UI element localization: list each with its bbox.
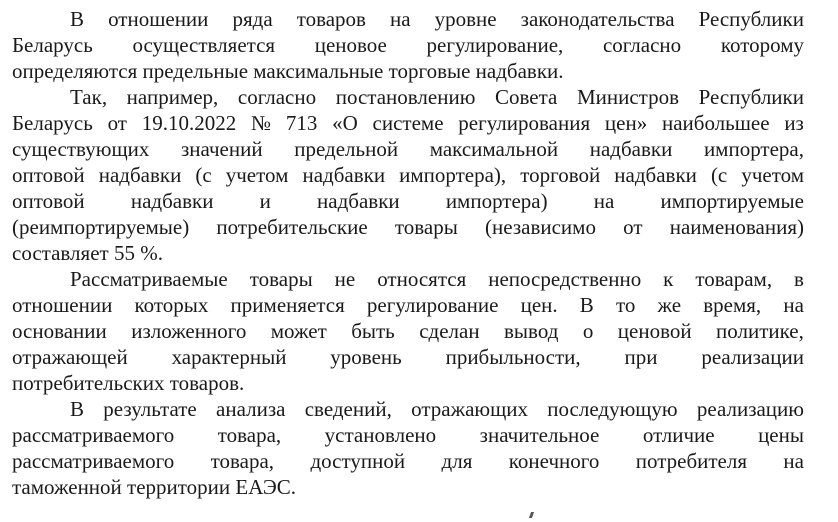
word: регулирования bbox=[458, 111, 591, 135]
word: к bbox=[663, 267, 674, 291]
word: может bbox=[270, 319, 327, 343]
word: импортируемые bbox=[660, 189, 804, 213]
word: быть bbox=[351, 319, 395, 343]
text-line bbox=[12, 422, 804, 448]
word: согласно bbox=[602, 33, 682, 57]
word: предельной bbox=[294, 137, 399, 161]
word: надбавки bbox=[130, 189, 214, 213]
paragraph-4 bbox=[12, 396, 804, 500]
word: товары bbox=[394, 215, 458, 239]
word: импортера, bbox=[703, 137, 804, 161]
word: реализацию bbox=[696, 397, 804, 421]
word: же bbox=[657, 293, 682, 317]
word: законодательства bbox=[520, 7, 675, 31]
word: сведений, bbox=[304, 397, 392, 421]
text-line: потребительских товаров. bbox=[12, 371, 245, 395]
word: уровне bbox=[434, 7, 497, 31]
word: отражающих bbox=[411, 397, 529, 421]
word: отношении bbox=[12, 293, 113, 317]
word: согласно bbox=[237, 85, 317, 109]
word: потребителя bbox=[635, 449, 748, 473]
word: реализации bbox=[701, 345, 804, 369]
text-line: таможенной территории ЕАЭС. bbox=[12, 475, 296, 499]
paragraph-3 bbox=[12, 266, 804, 396]
paragraph-2 bbox=[12, 84, 804, 266]
word: ценовой bbox=[617, 319, 692, 343]
word: применяется bbox=[230, 293, 345, 317]
word: значительное bbox=[479, 423, 600, 447]
word: № bbox=[251, 111, 272, 135]
word: В bbox=[579, 293, 594, 317]
word: в bbox=[794, 267, 804, 291]
word: и bbox=[259, 189, 271, 213]
word: характерный bbox=[171, 345, 287, 369]
word: товары bbox=[249, 267, 313, 291]
word: вывод bbox=[504, 319, 559, 343]
text-line bbox=[12, 396, 804, 422]
word: системе bbox=[372, 111, 444, 135]
word: Республики bbox=[698, 85, 804, 109]
text-line: определяются предельные максимальные торговые надбавки. bbox=[12, 59, 564, 83]
word: например, bbox=[126, 85, 219, 109]
text-line: составляет 55 %. bbox=[12, 241, 163, 265]
text-line bbox=[12, 84, 804, 110]
text-line bbox=[12, 292, 804, 318]
word: (с bbox=[710, 163, 728, 187]
word: 713 bbox=[285, 111, 318, 135]
word: товаров bbox=[296, 7, 366, 31]
word: товара, bbox=[217, 423, 282, 447]
word: постановлению bbox=[335, 85, 476, 109]
word: учетом bbox=[225, 163, 289, 187]
word: от bbox=[623, 215, 643, 239]
word: которому bbox=[720, 33, 804, 57]
word: наибольшее bbox=[661, 111, 770, 135]
text-line bbox=[12, 266, 804, 292]
word: которых bbox=[134, 293, 209, 317]
word: последующую bbox=[547, 397, 678, 421]
text-line bbox=[12, 6, 804, 32]
word: В bbox=[70, 7, 85, 31]
word: на bbox=[783, 293, 804, 317]
word: прибыльности, bbox=[445, 345, 581, 369]
scan-mark bbox=[529, 512, 534, 518]
word: (реимпортируемые) bbox=[12, 215, 190, 239]
word: цены bbox=[758, 423, 804, 447]
word: оптовой bbox=[12, 189, 85, 213]
word: торговой bbox=[520, 163, 601, 187]
word: цен. bbox=[520, 293, 558, 317]
word: надбавки bbox=[614, 163, 697, 187]
word: ценовое bbox=[314, 33, 387, 57]
text-line bbox=[12, 344, 804, 370]
word: уровень bbox=[330, 345, 402, 369]
word: анализа bbox=[216, 397, 286, 421]
word: 19.10.2022 bbox=[141, 111, 237, 135]
word: надбавки bbox=[589, 137, 673, 161]
word: надбавки bbox=[302, 163, 386, 187]
word: потребительские bbox=[216, 215, 368, 239]
word: не bbox=[334, 267, 356, 291]
word: конечного bbox=[508, 449, 600, 473]
word: время, bbox=[703, 293, 762, 317]
paragraph-1 bbox=[12, 6, 804, 84]
word: (с bbox=[195, 163, 212, 187]
word: на bbox=[783, 449, 804, 473]
word: Так, bbox=[70, 85, 108, 109]
word: регулирование bbox=[366, 293, 499, 317]
word: отличие bbox=[642, 423, 715, 447]
text-line bbox=[12, 188, 804, 214]
word: Беларусь bbox=[12, 111, 93, 135]
word: рассматриваемого bbox=[12, 449, 175, 473]
word: В bbox=[70, 397, 85, 421]
text-line bbox=[12, 110, 804, 136]
text-line bbox=[12, 214, 804, 240]
word: товарам, bbox=[695, 267, 773, 291]
word: основании bbox=[12, 319, 107, 343]
word: наименования) bbox=[669, 215, 804, 239]
word: максимальной bbox=[429, 137, 559, 161]
word: от bbox=[107, 111, 127, 135]
word: импортера), bbox=[399, 163, 507, 187]
word: установлено bbox=[324, 423, 437, 447]
word: рассматриваемого bbox=[12, 423, 175, 447]
word: изложенного bbox=[131, 319, 247, 343]
text-line bbox=[12, 136, 804, 162]
word: товара, bbox=[210, 449, 275, 473]
word: надбавки bbox=[317, 189, 400, 213]
word: существующих bbox=[12, 137, 150, 161]
word: Совета bbox=[495, 85, 558, 109]
word: Беларусь bbox=[12, 33, 93, 57]
word: надбавки bbox=[98, 163, 182, 187]
word: Рассматриваемые bbox=[70, 267, 228, 291]
word: «О bbox=[332, 111, 358, 135]
word: Министров bbox=[576, 85, 680, 109]
word: на bbox=[593, 189, 615, 213]
word: непосредственно bbox=[488, 267, 642, 291]
word: результате bbox=[103, 397, 197, 421]
word: сделан bbox=[419, 319, 480, 343]
word: осуществляется bbox=[132, 33, 276, 57]
document-page bbox=[12, 6, 804, 500]
word: политике, bbox=[716, 319, 804, 343]
text-line bbox=[12, 32, 804, 58]
text-line bbox=[12, 162, 804, 188]
word: то bbox=[615, 293, 636, 317]
word: импортера) bbox=[445, 189, 548, 213]
word: цен» bbox=[604, 111, 648, 135]
word: отражающей bbox=[12, 345, 128, 369]
word: для bbox=[441, 449, 473, 473]
word: доступной bbox=[310, 449, 406, 473]
word: регулирование, bbox=[426, 33, 564, 57]
word: значений bbox=[180, 137, 263, 161]
word: (независимо bbox=[485, 215, 596, 239]
word: оптовой bbox=[12, 163, 85, 187]
text-line bbox=[12, 448, 804, 474]
text-line bbox=[12, 318, 804, 344]
word: отношении bbox=[108, 7, 209, 31]
word: ряда bbox=[232, 7, 273, 31]
word: относятся bbox=[377, 267, 467, 291]
word: на bbox=[390, 7, 411, 31]
word: из bbox=[784, 111, 804, 135]
word: о bbox=[582, 319, 594, 343]
word: Республики bbox=[698, 7, 804, 31]
word: при bbox=[624, 345, 658, 369]
word: учетом bbox=[741, 163, 804, 187]
